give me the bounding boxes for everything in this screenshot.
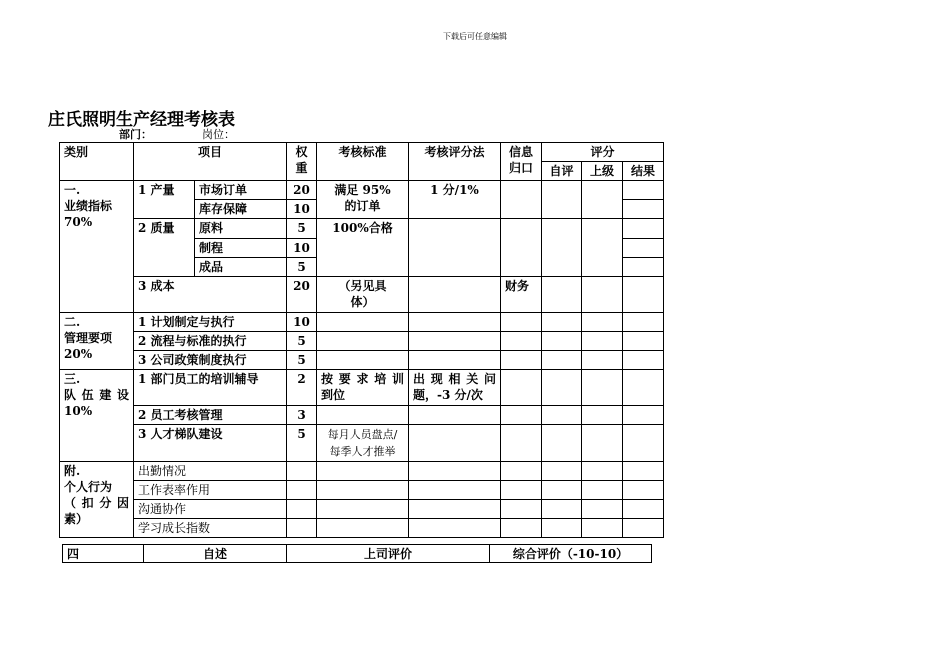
section-performance-weight: 70% [64, 215, 93, 229]
superior-score-flow[interactable] [582, 332, 623, 351]
info-flow[interactable] [501, 332, 542, 351]
standard-cost [317, 277, 409, 313]
weight-training: 2 [287, 370, 317, 406]
header-info-line2: 归口 [508, 161, 533, 175]
weight-inventory: 10 [287, 200, 317, 219]
item-communication: 沟通协作 [134, 500, 287, 519]
standard-communication[interactable] [317, 500, 409, 519]
info-cost: 财务 [501, 277, 542, 313]
standard-cost-line2: 体） [350, 295, 375, 309]
info-training[interactable] [501, 370, 542, 406]
item-finished-goods: 成品 [195, 258, 287, 277]
result-cost[interactable] [623, 277, 664, 313]
method-work-attitude[interactable] [409, 481, 501, 500]
section-team-num: 三. [64, 372, 81, 386]
header-self: 自评 [542, 162, 582, 181]
method-cost[interactable] [409, 277, 501, 313]
superior-score-quality[interactable] [582, 219, 623, 277]
method-policy[interactable] [409, 351, 501, 370]
section-management-num: 二. [64, 315, 81, 329]
header-info [501, 143, 542, 181]
position-label: 岗位： [202, 128, 235, 141]
item-cost: 3 成本 [134, 277, 287, 313]
weight-talent: 5 [287, 425, 317, 462]
page-title: 庄氏照明生产经理考核表 [48, 110, 235, 130]
standard-flow[interactable] [317, 332, 409, 351]
weight-work-attitude[interactable] [287, 481, 317, 500]
summary-overall-rating: 综合评价（-10-10） [490, 545, 652, 563]
header-category: 类别 [60, 143, 134, 181]
standard-appraisal[interactable] [317, 406, 409, 425]
summary-table [62, 544, 652, 563]
self-score-flow[interactable] [542, 332, 582, 351]
item-policy: 3 公司政策制度执行 [134, 351, 287, 370]
summary-superior-review: 上司评价 [287, 545, 490, 563]
info-policy[interactable] [501, 351, 542, 370]
superior-score-plan[interactable] [582, 313, 623, 332]
item-raw-material: 原料 [195, 219, 287, 239]
superior-score-cost[interactable] [582, 277, 623, 313]
header-standard: 考核标准 [317, 143, 409, 181]
weight-market-orders: 20 [287, 181, 317, 200]
item-learning: 学习成长指数 [134, 519, 287, 538]
result-work-attitude[interactable] [623, 481, 664, 500]
weight-finished-goods: 5 [287, 258, 317, 277]
section-behavior-note1: （ 扣 分 因 [64, 496, 129, 510]
method-communication[interactable] [409, 500, 501, 519]
header-method: 考核评分法 [409, 143, 501, 181]
item-flow: 2 流程与标准的执行 [134, 332, 287, 351]
result-finished-goods[interactable] [623, 258, 664, 277]
method-plan[interactable] [409, 313, 501, 332]
standard-cost-line1: （另见具 [338, 279, 387, 293]
info-learning[interactable] [501, 519, 542, 538]
method-talent[interactable] [409, 425, 501, 462]
self-score-work-attitude[interactable] [542, 481, 582, 500]
standard-talent-line2: 每季人才推举 [329, 445, 396, 458]
method-flow[interactable] [409, 332, 501, 351]
weight-attendance[interactable] [287, 462, 317, 481]
weight-learning[interactable] [287, 519, 317, 538]
info-talent[interactable] [501, 425, 542, 462]
page-header-note: 下载后可任意编辑 [443, 32, 507, 41]
header-superior: 上级 [582, 162, 623, 181]
info-quality[interactable] [501, 219, 542, 277]
self-score-appraisal[interactable] [542, 406, 582, 425]
section-management-name: 管理要项 [64, 331, 113, 345]
info-appraisal[interactable] [501, 406, 542, 425]
self-score-policy[interactable] [542, 351, 582, 370]
result-policy[interactable] [623, 351, 664, 370]
method-appraisal[interactable] [409, 406, 501, 425]
header-score: 评分 [542, 143, 664, 162]
header-weight [287, 143, 317, 181]
weight-cost: 20 [287, 277, 317, 313]
info-plan[interactable] [501, 313, 542, 332]
summary-self-statement: 自述 [144, 545, 287, 563]
self-score-training[interactable] [542, 370, 582, 406]
header-weight-line1: 权 [295, 145, 308, 159]
method-quality[interactable] [409, 219, 501, 277]
section-performance [60, 181, 134, 313]
method-attendance[interactable] [409, 462, 501, 481]
item-appraisal: 2 员工考核管理 [134, 406, 287, 425]
weight-plan: 10 [287, 313, 317, 332]
section-management-weight: 20% [64, 347, 93, 361]
weight-communication[interactable] [287, 500, 317, 519]
superior-score-training[interactable] [582, 370, 623, 406]
item-process: 制程 [195, 239, 287, 258]
standard-learning[interactable] [317, 519, 409, 538]
item-market-orders: 市场订单 [195, 181, 287, 200]
result-flow[interactable] [623, 332, 664, 351]
standard-training [317, 370, 409, 406]
self-score-quality[interactable] [542, 219, 582, 277]
result-communication[interactable] [623, 500, 664, 519]
method-training-line2: 题，-3 分/次 [413, 388, 483, 402]
section-team-weight: 10% [64, 404, 93, 418]
section-performance-num: 一. [64, 183, 81, 197]
standard-plan[interactable] [317, 313, 409, 332]
info-output[interactable] [501, 181, 542, 219]
result-training[interactable] [623, 370, 664, 406]
standard-talent-line1: 每月人员盘点/ [327, 428, 398, 441]
superior-score-appraisal[interactable] [582, 406, 623, 425]
weight-flow: 5 [287, 332, 317, 351]
self-score-learning[interactable] [542, 519, 582, 538]
section-behavior [60, 462, 134, 538]
item-work-attitude: 工作表率作用 [134, 481, 287, 500]
self-score-cost[interactable] [542, 277, 582, 313]
method-learning[interactable] [409, 519, 501, 538]
result-inventory[interactable] [623, 200, 664, 219]
section-behavior-name: 个人行为 [64, 480, 113, 494]
result-process[interactable] [623, 239, 664, 258]
self-score-plan[interactable] [542, 313, 582, 332]
header-item: 项目 [134, 143, 287, 181]
header-info-line1: 信息 [508, 145, 533, 159]
standard-talent [317, 425, 409, 462]
result-attendance[interactable] [623, 462, 664, 481]
item-plan: 1 计划制定与执行 [134, 313, 287, 332]
item-output: 1 产量 [134, 181, 195, 219]
summary-section-number: 四 [63, 545, 144, 563]
info-communication[interactable] [501, 500, 542, 519]
standard-output-line1: 满足 95% [334, 183, 391, 197]
section-team-name: 队 伍 建 设 [64, 388, 129, 402]
result-talent[interactable] [623, 425, 664, 462]
result-market-orders[interactable] [623, 181, 664, 200]
superior-score-attendance[interactable] [582, 462, 623, 481]
result-raw-material[interactable] [623, 219, 664, 239]
item-talent: 3 人才梯队建设 [134, 425, 287, 462]
superior-score-output[interactable] [582, 181, 623, 219]
assessment-table [59, 142, 664, 538]
method-training-line1: 出 现 相 关 问 [413, 372, 496, 386]
item-quality: 2 质量 [134, 219, 195, 277]
superior-score-communication[interactable] [582, 500, 623, 519]
weight-appraisal: 3 [287, 406, 317, 425]
info-work-attitude[interactable] [501, 481, 542, 500]
header-weight-line2: 重 [295, 161, 308, 175]
section-performance-name: 业绩指标 [64, 199, 113, 213]
standard-output-line2: 的订单 [344, 199, 381, 213]
self-score-attendance[interactable] [542, 462, 582, 481]
header-result: 结果 [623, 162, 664, 181]
weight-process: 10 [287, 239, 317, 258]
standard-training-line2: 到位 [321, 388, 346, 402]
result-learning[interactable] [623, 519, 664, 538]
superior-score-learning[interactable] [582, 519, 623, 538]
section-team [60, 370, 134, 462]
section-management [60, 313, 134, 370]
item-inventory: 库存保障 [195, 200, 287, 219]
standard-policy[interactable] [317, 351, 409, 370]
weight-policy: 5 [287, 351, 317, 370]
info-attendance[interactable] [501, 462, 542, 481]
weight-raw-material: 5 [287, 219, 317, 239]
standard-work-attitude[interactable] [317, 481, 409, 500]
standard-quality: 100%合格 [317, 219, 409, 277]
superior-score-work-attitude[interactable] [582, 481, 623, 500]
superior-score-talent[interactable] [582, 425, 623, 462]
self-score-talent[interactable] [542, 425, 582, 462]
section-behavior-note2: 素） [64, 512, 89, 526]
department-label: 部门： [119, 128, 152, 141]
standard-training-line1: 按 要 求 培 训 [321, 372, 404, 386]
method-output: 1 分/1% [409, 181, 501, 219]
item-attendance: 出勤情况 [134, 462, 287, 481]
item-training: 1 部门员工的培训辅导 [134, 370, 287, 406]
superior-score-policy[interactable] [582, 351, 623, 370]
self-score-communication[interactable] [542, 500, 582, 519]
method-training [409, 370, 501, 406]
result-appraisal[interactable] [623, 406, 664, 425]
standard-attendance[interactable] [317, 462, 409, 481]
section-behavior-num: 附. [64, 464, 81, 478]
result-plan[interactable] [623, 313, 664, 332]
self-score-output[interactable] [542, 181, 582, 219]
standard-output [317, 181, 409, 219]
